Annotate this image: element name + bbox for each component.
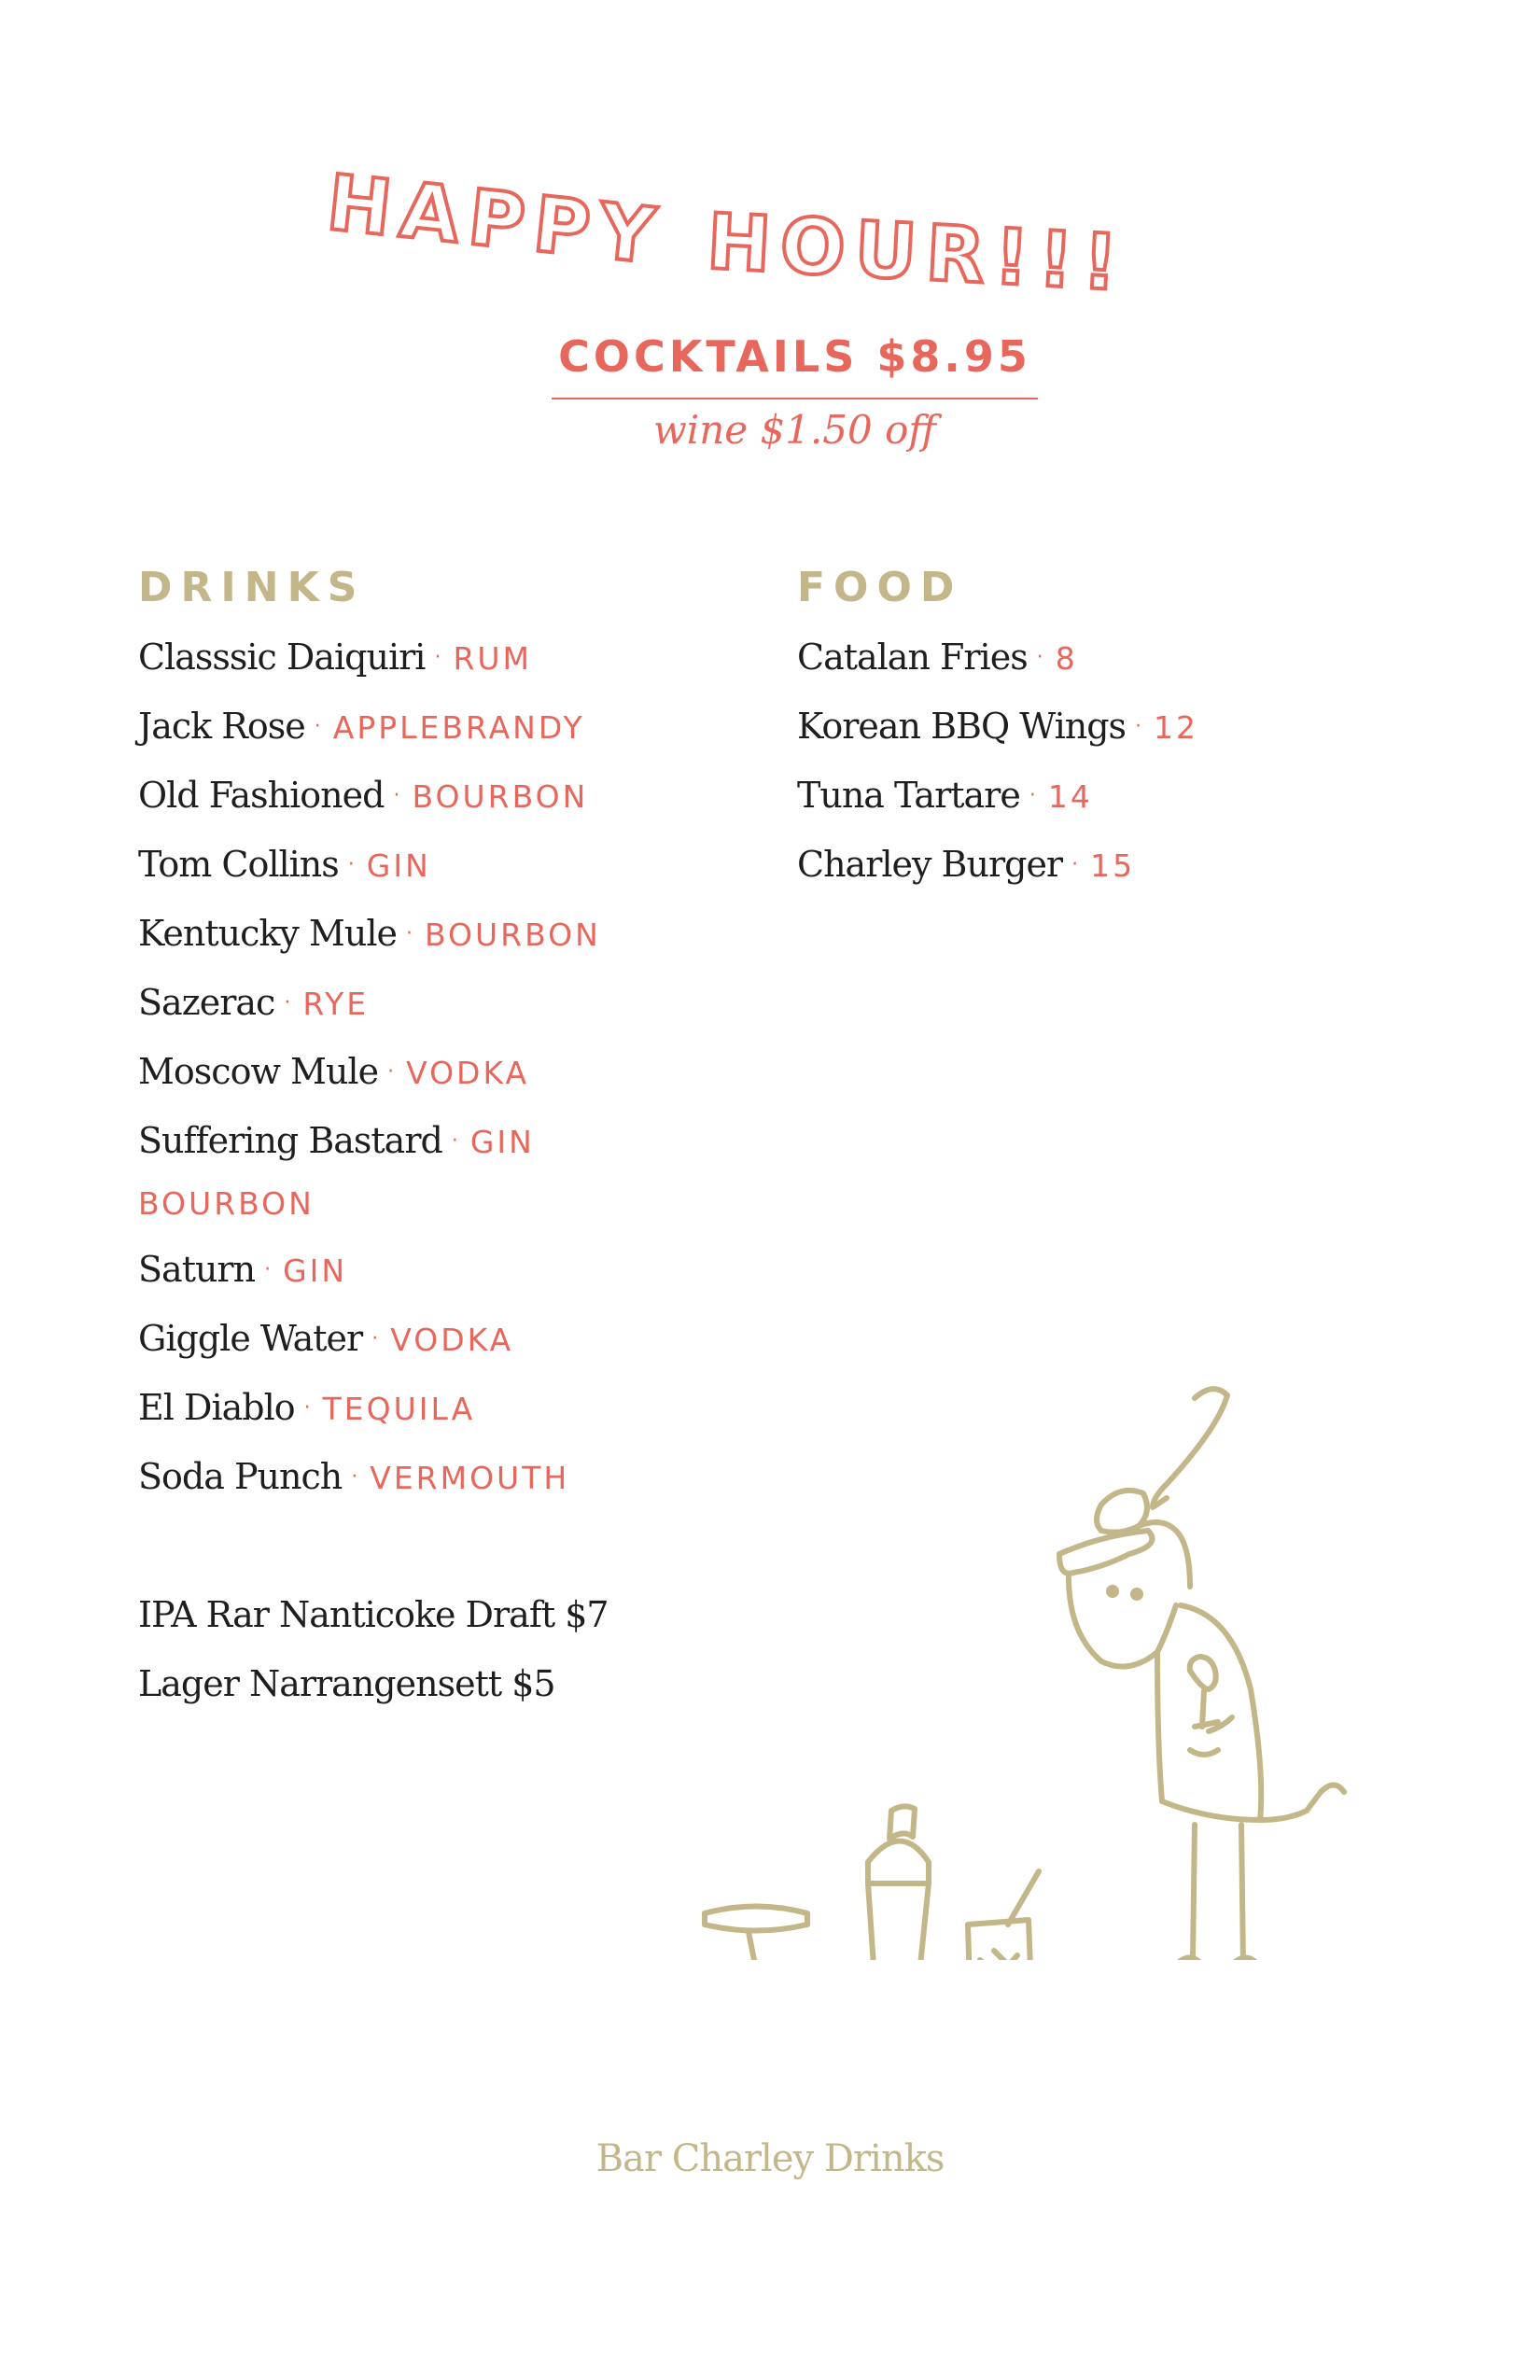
drink-item [138, 1051, 529, 1092]
wine-offer: wine $1.50 off [652, 407, 937, 453]
drink-spirit: BOURBON [412, 778, 589, 815]
drink-item [138, 637, 532, 678]
separator-dot: · [347, 853, 354, 876]
drink-spirit: GIN [469, 1124, 535, 1160]
drinks-heading: DRINKS [138, 564, 366, 611]
cocktail-shaker-icon [868, 1806, 929, 1960]
food-item [797, 637, 1078, 678]
drink-spirit: RYE [302, 986, 370, 1022]
drink-item [138, 1120, 535, 1161]
food-name: Tuna Tartare [797, 775, 1020, 816]
separator-dot: · [1071, 853, 1078, 876]
separator-dot: · [434, 646, 441, 669]
drink-name: Kentucky Mule [138, 913, 397, 954]
separator-dot: · [1029, 784, 1035, 807]
happy-hour-title [323, 159, 1129, 309]
drink-name: Soda Punch [138, 1456, 343, 1497]
horse-character-icon [1059, 1389, 1344, 1960]
drink-spirit: VODKA [406, 1055, 530, 1091]
drink-name: Saturn [138, 1249, 256, 1290]
drink-item [138, 982, 369, 1023]
rocks-glass-icon [968, 1871, 1039, 1960]
food-name: Korean BBQ Wings [797, 706, 1127, 747]
drink-item [138, 844, 431, 885]
food-price: 12 [1154, 709, 1199, 746]
separator-dot: · [405, 922, 412, 945]
drink-name: Jack Rose [138, 706, 305, 747]
beer-item: IPA Rar Nanticoke Draft $7 [138, 1594, 609, 1635]
drink-name: Giggle Water [138, 1318, 363, 1359]
drink-spirit: BOURBON [424, 917, 601, 953]
drink-item [138, 706, 585, 747]
drink-item [138, 1456, 569, 1497]
drink-spirit: APPLEBRANDY [332, 709, 585, 746]
coupe-glass-icon [705, 1907, 807, 1961]
drink-name: Old Fashioned [138, 775, 385, 816]
food-item [797, 844, 1135, 885]
drink-item [138, 1249, 347, 1290]
food-price: 15 [1090, 847, 1136, 884]
drink-spirit: GIN [366, 847, 431, 884]
drink-name: Sazerac [138, 982, 275, 1023]
footer-brand: Bar Charley Drinks [595, 2137, 945, 2180]
drink-name: Moscow Mule [138, 1051, 379, 1092]
food-heading: FOOD [797, 564, 963, 611]
food-price: 8 [1055, 640, 1078, 677]
drink-spirit-continued: BOURBON [138, 1185, 315, 1222]
separator-dot: · [284, 991, 290, 1015]
drink-name: Suffering Bastard [138, 1120, 442, 1161]
drink-spirit: GIN [283, 1253, 348, 1289]
drink-spirit: TEQUILA [322, 1391, 476, 1427]
separator-dot: · [451, 1129, 457, 1153]
food-price: 14 [1047, 778, 1093, 815]
drink-name: Classsic Daiquiri [138, 637, 426, 678]
drink-item [138, 775, 588, 816]
drink-item [138, 1387, 475, 1428]
drink-name: Tom Collins [138, 844, 339, 885]
separator-dot: · [387, 1060, 394, 1084]
separator-dot: · [314, 715, 320, 738]
separator-dot: · [371, 1327, 378, 1351]
drink-item [138, 1318, 513, 1359]
drink-spirit: RUM [453, 640, 533, 677]
separator-dot: · [1135, 715, 1141, 738]
food-name: Catalan Fries [797, 637, 1028, 678]
cocktails-price: COCKTAILS $8.95 [558, 331, 1031, 382]
separator-dot: · [1036, 646, 1043, 669]
separator-dot: · [264, 1258, 271, 1281]
horse-bartender-illustration-icon [691, 1353, 1363, 1960]
drink-spirit: VODKA [390, 1322, 514, 1358]
food-item [797, 706, 1198, 747]
divider [552, 398, 1038, 399]
title-word-happy: HAPPY [323, 159, 668, 283]
separator-dot: · [351, 1465, 357, 1489]
drink-spirit: VERMOUTH [370, 1460, 570, 1496]
separator-dot: · [393, 784, 399, 807]
drink-item [138, 913, 601, 954]
beer-item: Lager Narrangensett $5 [138, 1663, 555, 1704]
drink-name: El Diablo [138, 1387, 295, 1428]
food-item [797, 775, 1093, 816]
separator-dot: · [303, 1396, 310, 1420]
title-word-hour: HOUR!!! [705, 198, 1129, 309]
food-name: Charley Burger [797, 844, 1063, 885]
